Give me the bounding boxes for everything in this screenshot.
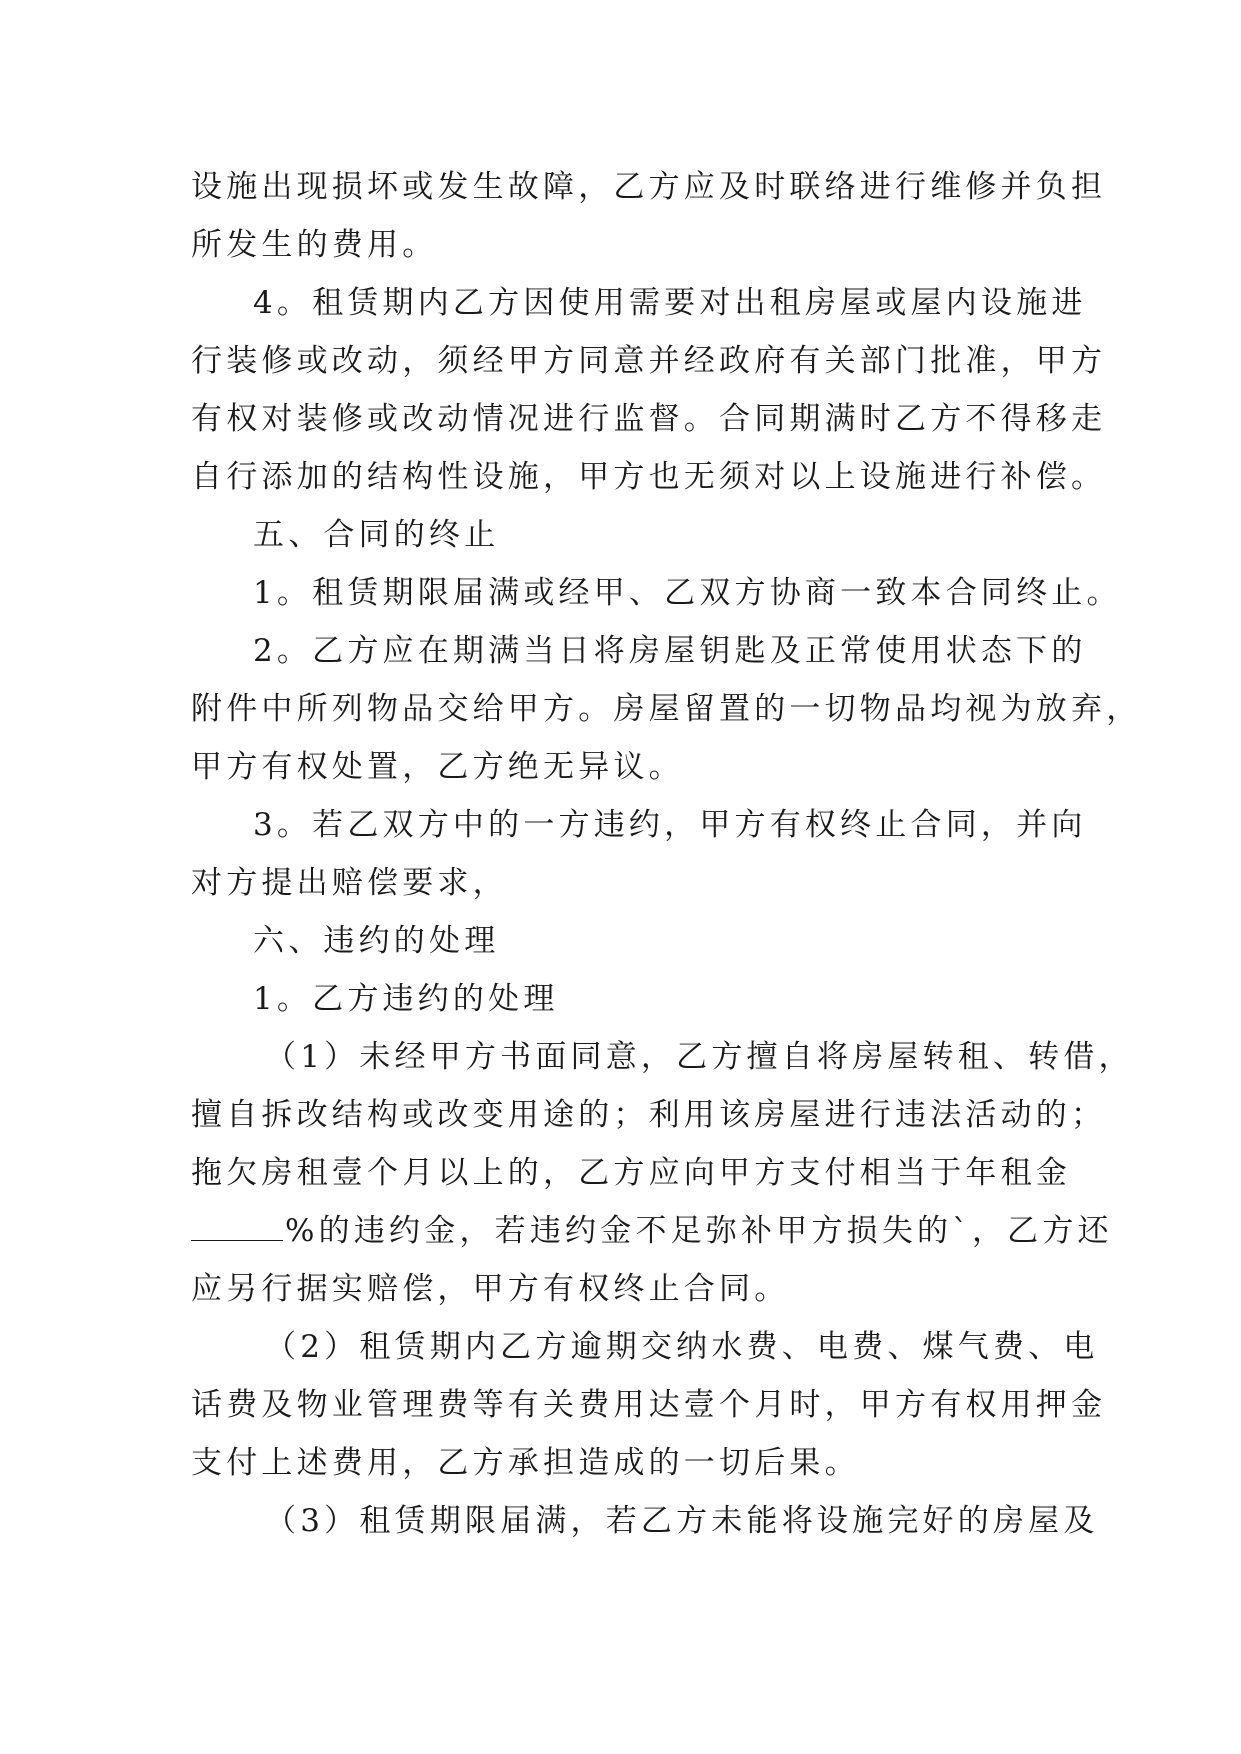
paragraph-line-with-blank	[191, 1202, 1113, 1260]
paragraph-line: （2）租赁期内乙方逾期交纳水费、电费、煤气费、电	[265, 1329, 1099, 1365]
paragraph-text: %的违约金，若违约金不足弥补甲方损失的`，乙方还	[285, 1213, 1113, 1249]
section-heading: 五、合同的终止	[253, 517, 500, 553]
section-heading: 六、违约的处理	[253, 923, 500, 959]
paragraph-line: 行装修或改动，须经甲方同意并经政府有关部门批准，甲方	[191, 343, 1107, 379]
paragraph-line: 附件中所列物品交给甲方。房屋留置的一切物品均视为放弃，	[191, 691, 1142, 727]
paragraph-line: 拖欠房租壹个月以上的，乙方应向甲方支付相当于年租金	[191, 1155, 1071, 1191]
paragraph-line: 设施出现损坏或发生故障，乙方应及时联络进行维修并负担	[191, 169, 1107, 205]
paragraph-line: （1）未经甲方书面同意，乙方擅自将房屋转租、转借，	[265, 1039, 1134, 1075]
paragraph-line: 甲方有权处置，乙方绝无异议。	[191, 749, 684, 785]
document-body	[191, 158, 1142, 1550]
paragraph-line: 3。若乙双方中的一方违约，甲方有权终止合同，并向	[253, 807, 1087, 843]
paragraph-line: 自行添加的结构性设施，甲方也无须对以上设施进行补偿。	[191, 459, 1107, 495]
paragraph-line: 应另行据实赔偿，甲方有权终止合同。	[191, 1271, 790, 1307]
paragraph-line: （3）租赁期限届满，若乙方未能将设施完好的房屋及	[265, 1503, 1099, 1539]
fill-in-blank	[191, 1204, 283, 1241]
paragraph-line: 有权对装修或改动情况进行监督。合同期满时乙方不得移走	[191, 401, 1107, 437]
paragraph-line: 所发生的费用。	[191, 227, 438, 263]
paragraph-line: 2。乙方应在期满当日将房屋钥匙及正常使用状态下的	[253, 633, 1087, 669]
paragraph-line: 支付上述费用，乙方承担造成的一切后果。	[191, 1445, 860, 1481]
paragraph-line: 1。租赁期限届满或经甲、乙双方协商一致本合同终止。	[253, 575, 1122, 611]
paragraph-line: 话费及物业管理费等有关费用达壹个月时，甲方有权用押金	[191, 1387, 1107, 1423]
subsection-heading: 1。乙方违约的处理	[253, 981, 559, 1017]
paragraph-line: 对方提出赔偿要求，	[191, 865, 508, 901]
paragraph-line: 4。租赁期内乙方因使用需要对出租房屋或屋内设施进	[253, 285, 1087, 321]
paragraph-line: 擅自拆改结构或改变用途的；利用该房屋进行违法活动的；	[191, 1097, 1107, 1133]
